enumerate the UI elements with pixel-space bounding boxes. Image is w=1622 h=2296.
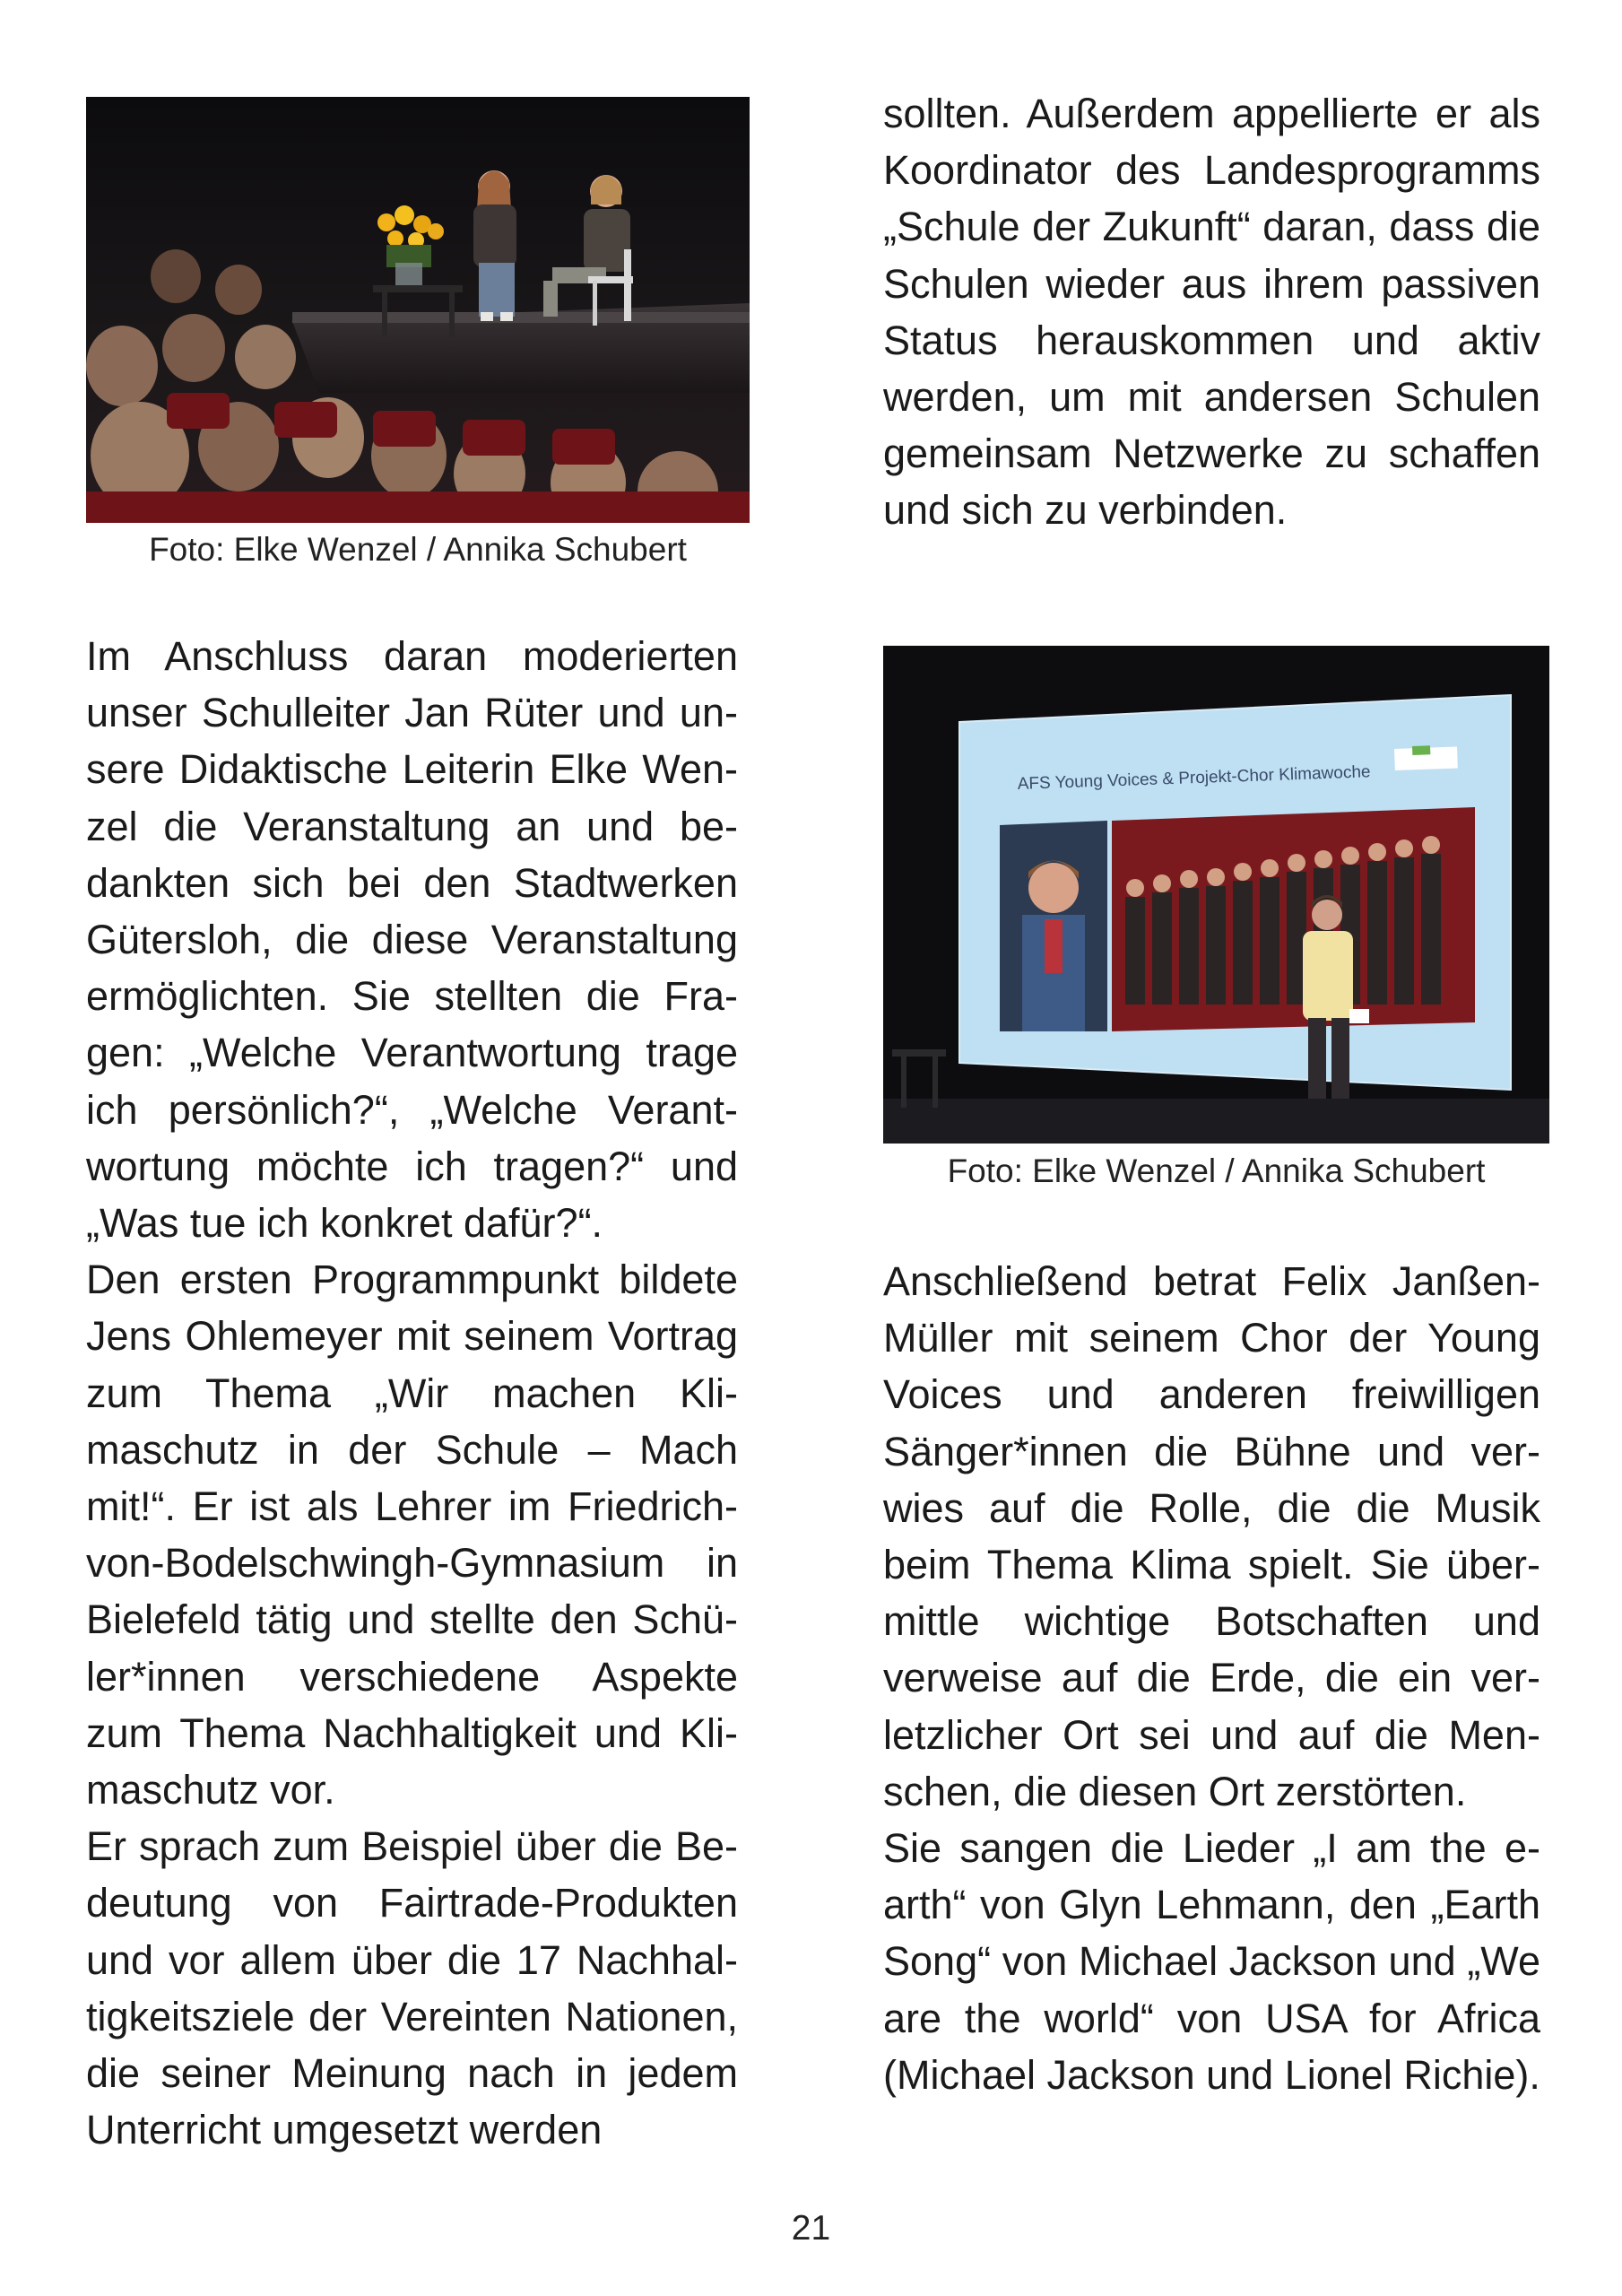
left-paragraph-1: Im Anschluss daran moderierten unser Schulleiter Jan Rüter und unsere Didaktische Leiterin Elke Wenzel die Veranstaltung an und bedankten sich bei den Stadtwerken Gütersloh, die diese Veranstaltung ermöglichten. Sie stellten die Fragen: „Welche Verantwortung trage ich persönlich?“, „Welche Verantwortung möchte ich tragen?“ und „Was tue ich konkret dafür?“. [86, 633, 738, 1247]
left-column-text [86, 628, 738, 2158]
right-paragraph-2: Anschließend betrat Felix Janßen-Müller mit seinem Chor der Young Voices und anderen freiwilligen Sänger*innen die Bühne und verwies auf die Rolle, die die Musik beim Thema Klima spielt. Sie übermittle wichtige Botschaften und verweise auf die Erde, die ein verletzlicher Ort sei und auf die Menschen, die diesen Ort zerstörten. [883, 1258, 1540, 1814]
right-paragraph-1: sollten. Außerdem appellierte er als Koordinator des Landesprogramms „Schule der Zukunft“ daran, dass die Schulen wieder aus ihrem passiven Status herauskommen und aktiv werden, um mit andersen Schulen gemeinsam Netzwerke zu schaffen und sich zu verbinden. [883, 91, 1540, 534]
left-paragraph-2: Den ersten Programmpunkt bildete Jens Ohlemeyer mit seinem Vortrag zum Thema „Wir machen Klimaschutz in der Schule – Mach mit!“. Er ist als Lehrer im Friedrich-von-Bodelschwingh-Gymnasium in Bielefeld tätig und stellte den Schüler*innen verschiedene Aspekte zum Thema Nachhaltigkeit und Klimaschutz vor. [86, 1257, 738, 1813]
right-paragraph-3: Sie sangen die Lieder „I am the earth“ von Glyn Lehmann, den „Earth Song“ von Michael Jackson und „We are the world“ von USA for Africa (Michael Jackson und Lionel Richie). [883, 1825, 1540, 2098]
right-column-text-bottom [883, 1253, 1540, 2103]
right-column-text-top [883, 85, 1540, 539]
screen-title-text: AFS Young Voices & Projekt-Chor Klimawoche [1017, 762, 1371, 794]
stage-photo [86, 97, 750, 523]
left-paragraph-3: Er sprach zum Beispiel über die Bedeutung von Fairtrade-Produkten und vor allem über die 17 Nachhaltigkeitsziele der Vereinten Nationen, die seiner Meinung nach in jedem Unterricht umgesetzt werden [86, 1823, 738, 2153]
presentation-photo [883, 646, 1549, 1144]
photo-caption-right: Foto: Elke Wenzel / Annika Schubert [947, 1152, 1486, 1189]
page-number: 21 [791, 2209, 831, 2248]
photo-caption-left: Foto: Elke Wenzel / Annika Schubert [149, 531, 687, 568]
